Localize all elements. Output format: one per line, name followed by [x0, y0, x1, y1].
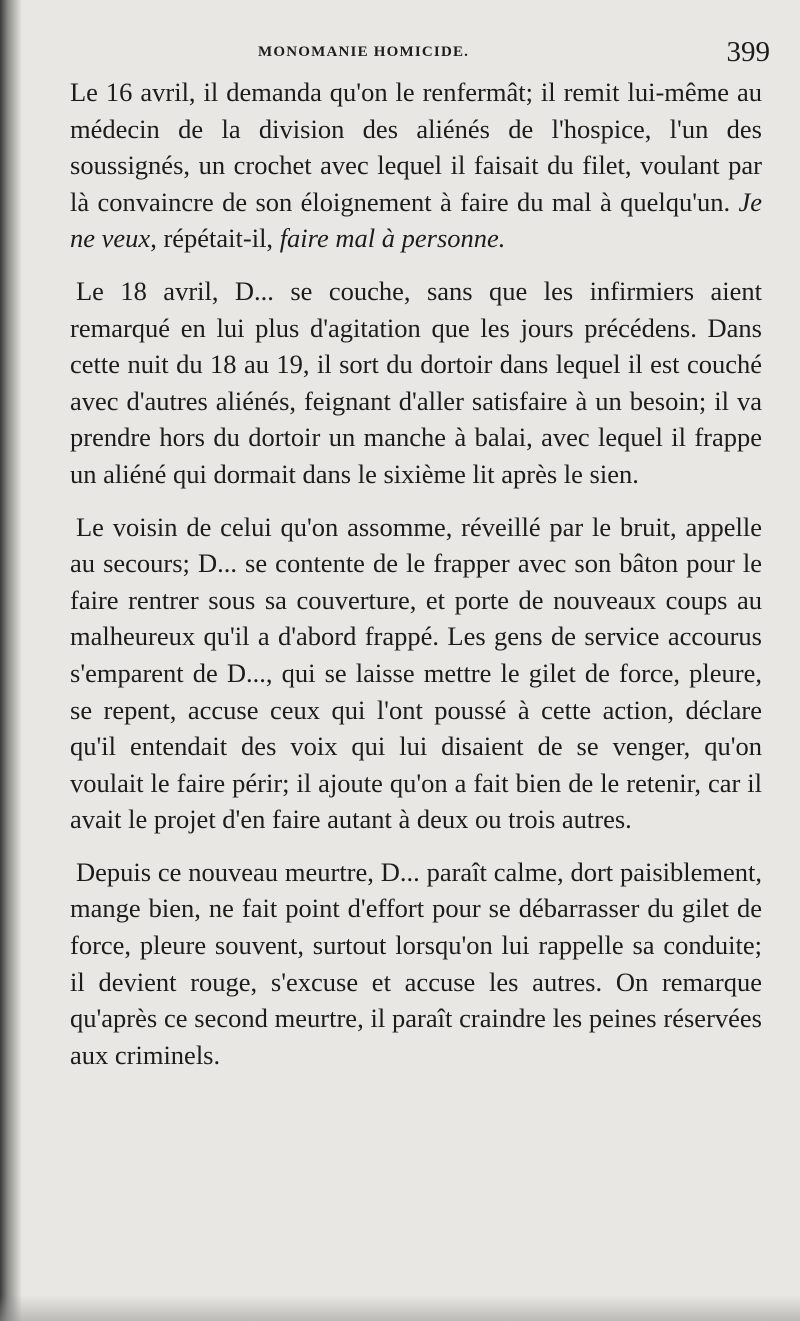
- paragraph-1-quote-2: faire mal à personne.: [279, 223, 506, 254]
- paragraph-1-middle: , répétait-il,: [150, 223, 280, 254]
- paragraph-1-text: Le 16 avril, il demanda qu'on le renfermât; il remit lui-même au médecin de la division des aliénés de l'hospice, l'un des soussignés, un crochet avec lequel il faisait du filet, voulant par là convaincre de son éloignement à faire du mal à quelqu'un.: [70, 77, 762, 217]
- paragraph-3: [70, 509, 762, 838]
- paragraph-3-text: Le voisin de celui qu'on assomme, réveillé par le bruit, appelle au secours; D... se contente de le frapper avec son bâton pour le faire rentrer sous sa couverture, et porte de nouveaux coups au malheureux qu'il a d'abord frappé. Les gens de service accourus s'emparent de D..., qui se laisse mettre le gilet de force, pleure, se repent, accuse ceux qui l'ont poussé à cette action, déclare qu'il entendait des voix qui lui disaient de se venger, qu'on voulait le faire périr; il ajoute qu'on a fait bien de le retenir, car il avait le projet d'en faire autant à deux ou trois autres.: [70, 511, 762, 835]
- page-number: 399: [726, 36, 770, 68]
- page-bottom-shadow: [0, 1295, 800, 1321]
- paragraph-4: [70, 854, 762, 1074]
- binding-shadow: [0, 0, 22, 1321]
- paragraph-1-quote-1: Je ne veux: [70, 186, 762, 254]
- paragraph-4-text: Depuis ce nouveau meurtre, D... paraît calme, dort paisiblement, mange bien, ne fait point d'effort pour se débarrasser du gilet de force, pleure souvent, surtout lorsqu'on lui rappelle sa conduite; il devient rouge, s'excuse et accuse les autres. On remarque qu'après ce second meurtre, il paraît craindre les peines réservées aux criminels.: [70, 856, 762, 1070]
- running-head: MONOMANIE HOMICIDE.: [258, 44, 470, 60]
- paragraph-2: [70, 273, 762, 493]
- page-body: [70, 74, 762, 1089]
- page-header: [70, 36, 770, 76]
- paragraph-1: [70, 74, 762, 257]
- paragraph-2-text: Le 18 avril, D... se couche, sans que les infirmiers aient remarqué en lui plus d'agitation que les jours précédens. Dans cette nuit du 18 au 19, il sort du dortoir dans lequel il est couché avec d'autres aliénés, feignant d'aller satisfaire à un besoin; il va prendre hors du dortoir un manche à balai, avec lequel il frappe un aliéné qui dormait dans le sixième lit après le sien.: [70, 275, 762, 489]
